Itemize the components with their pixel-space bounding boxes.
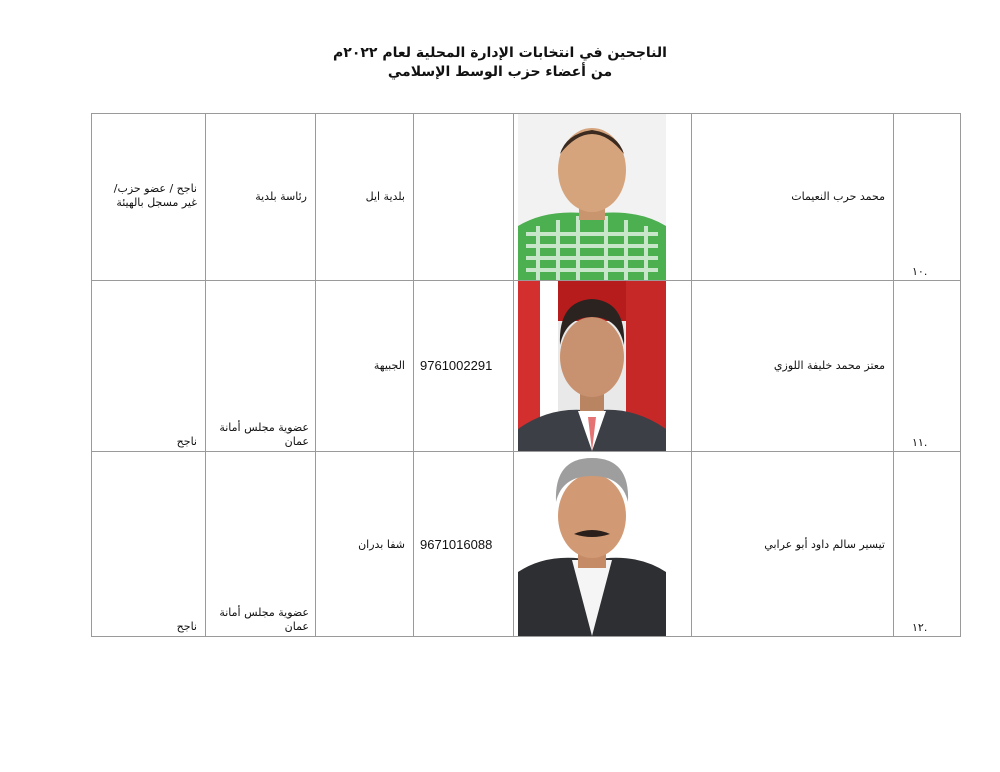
municipality-cell <box>316 452 414 637</box>
status-cell <box>92 452 206 637</box>
phone-cell <box>414 281 514 452</box>
phone-cell <box>414 452 514 637</box>
table-row <box>92 452 961 637</box>
phone-cell <box>414 114 514 281</box>
phone-text: 9761002291 <box>420 358 493 373</box>
title-line-2: من أعضاء حزب الوسط الإسلامي <box>387 64 613 80</box>
position-text: رئاسة بلدية <box>255 190 307 203</box>
municipality-cell <box>316 114 414 281</box>
status-cell <box>92 114 206 281</box>
status-text: ناجح <box>176 620 197 633</box>
name-text: معتز محمد خليفة اللوزي <box>773 359 885 372</box>
portrait-photo <box>518 114 666 280</box>
name-text: تيسير سالم داود أبو عرابي <box>764 538 885 551</box>
photo-cell <box>514 281 692 452</box>
row-number: .١٢ <box>912 621 928 634</box>
number-cell <box>894 114 961 281</box>
position-cell <box>206 281 316 452</box>
photo-cell <box>514 114 692 281</box>
status-text: ناجح / عضو حزب/ غير مسجل بالهيئة <box>113 182 197 209</box>
status-cell <box>92 281 206 452</box>
row-number: .١١ <box>912 436 928 449</box>
table-row <box>92 114 961 281</box>
position-text: عضوية مجلس أمانة عمان <box>219 606 309 633</box>
title-line-1: الناجحين في انتخابات الإدارة المحلية لعام ٢٠٢٢م <box>333 45 667 61</box>
municipality-text: الجبيهة <box>373 359 405 372</box>
table-row <box>92 281 961 452</box>
phone-text: 9671016088 <box>420 537 493 552</box>
position-cell <box>206 114 316 281</box>
name-cell <box>692 281 894 452</box>
number-cell <box>894 452 961 637</box>
name-cell <box>692 114 894 281</box>
document-title <box>250 44 750 82</box>
name-cell <box>692 452 894 637</box>
portrait-photo <box>518 281 666 451</box>
row-number: .١٠ <box>912 265 928 278</box>
municipality-cell <box>316 281 414 452</box>
photo-cell <box>514 452 692 637</box>
number-cell <box>894 281 961 452</box>
municipality-text: شفا بدران <box>358 538 405 551</box>
status-text: ناجح <box>176 435 197 448</box>
portrait-photo <box>518 452 666 636</box>
name-text: محمد حرب النعيمات <box>791 190 885 203</box>
position-text: عضوية مجلس أمانة عمان <box>219 421 309 448</box>
position-cell <box>206 452 316 637</box>
municipality-text: بلدية ايل <box>365 190 405 203</box>
winners-table <box>91 113 961 637</box>
